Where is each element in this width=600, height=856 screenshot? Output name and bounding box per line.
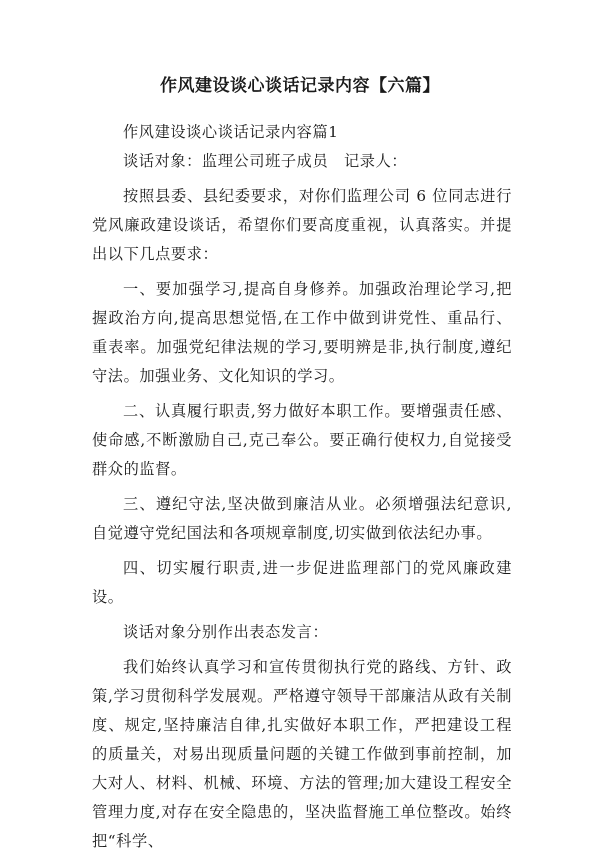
paragraph-statement-intro: 谈话对象分别作出表态发言：	[123, 623, 329, 641]
paragraph-intro: 按照县委、县纪委要求，对你们监理公司 6 位同志进行党风廉政建设谈话，希望你们要高度重视，认真落实。并提出以下几点要求：	[92, 187, 512, 263]
document-body	[92, 118, 512, 856]
document-title: 作风建设谈心谈话记录内容【六篇】	[160, 76, 440, 96]
paragraph-requirement-2: 二、认真履行职责,努力做好本职工作。要增强责任感、使命感,不断激励自己,克己奉公。要正确行使权力,自觉接受群众的监督。	[92, 402, 512, 478]
paragraph-requirement-4: 四、切实履行职责,进一步促进监理部门的党风廉政建设。	[92, 559, 512, 606]
paragraph-requirement-3: 三、遵纪守法,坚决做到廉洁从业。必须增强法纪意识,自觉遵守党纪国法和各项规章制度,切实做到依法纪办事。	[92, 495, 512, 542]
paragraph-requirement-1: 一、要加强学习,提高自身修养。加强政治理论学习,把握政治方向,提高思想觉悟,在工作中做到讲党性、重品行、重表率。加强党纪律法规的学习,要明辨是非,执行制度,遵纪守法。加强业务、文化知识的学习。	[92, 280, 512, 385]
interview-subject-line: 谈话对象：监理公司班子成员 记录人：	[123, 152, 408, 170]
paragraph-statement: 我们始终认真学习和宣传贯彻执行党的路线、方针、政策,学习贯彻科学发展观。严格遵守领导干部廉洁从政有关制度、规定,坚持廉洁自律,扎实做好本职工作，严把建设工程的质量关，对易出现质量问题的关键工作做到事前控制，加大对人、材料、机械、环境、方法的管理;加大建设工程安全管理力度,对存在安全隐患的，坚决监督施工单位整改。始终把“科学、	[92, 658, 512, 850]
section-heading: 作风建设谈心谈话记录内容篇1	[123, 123, 339, 141]
